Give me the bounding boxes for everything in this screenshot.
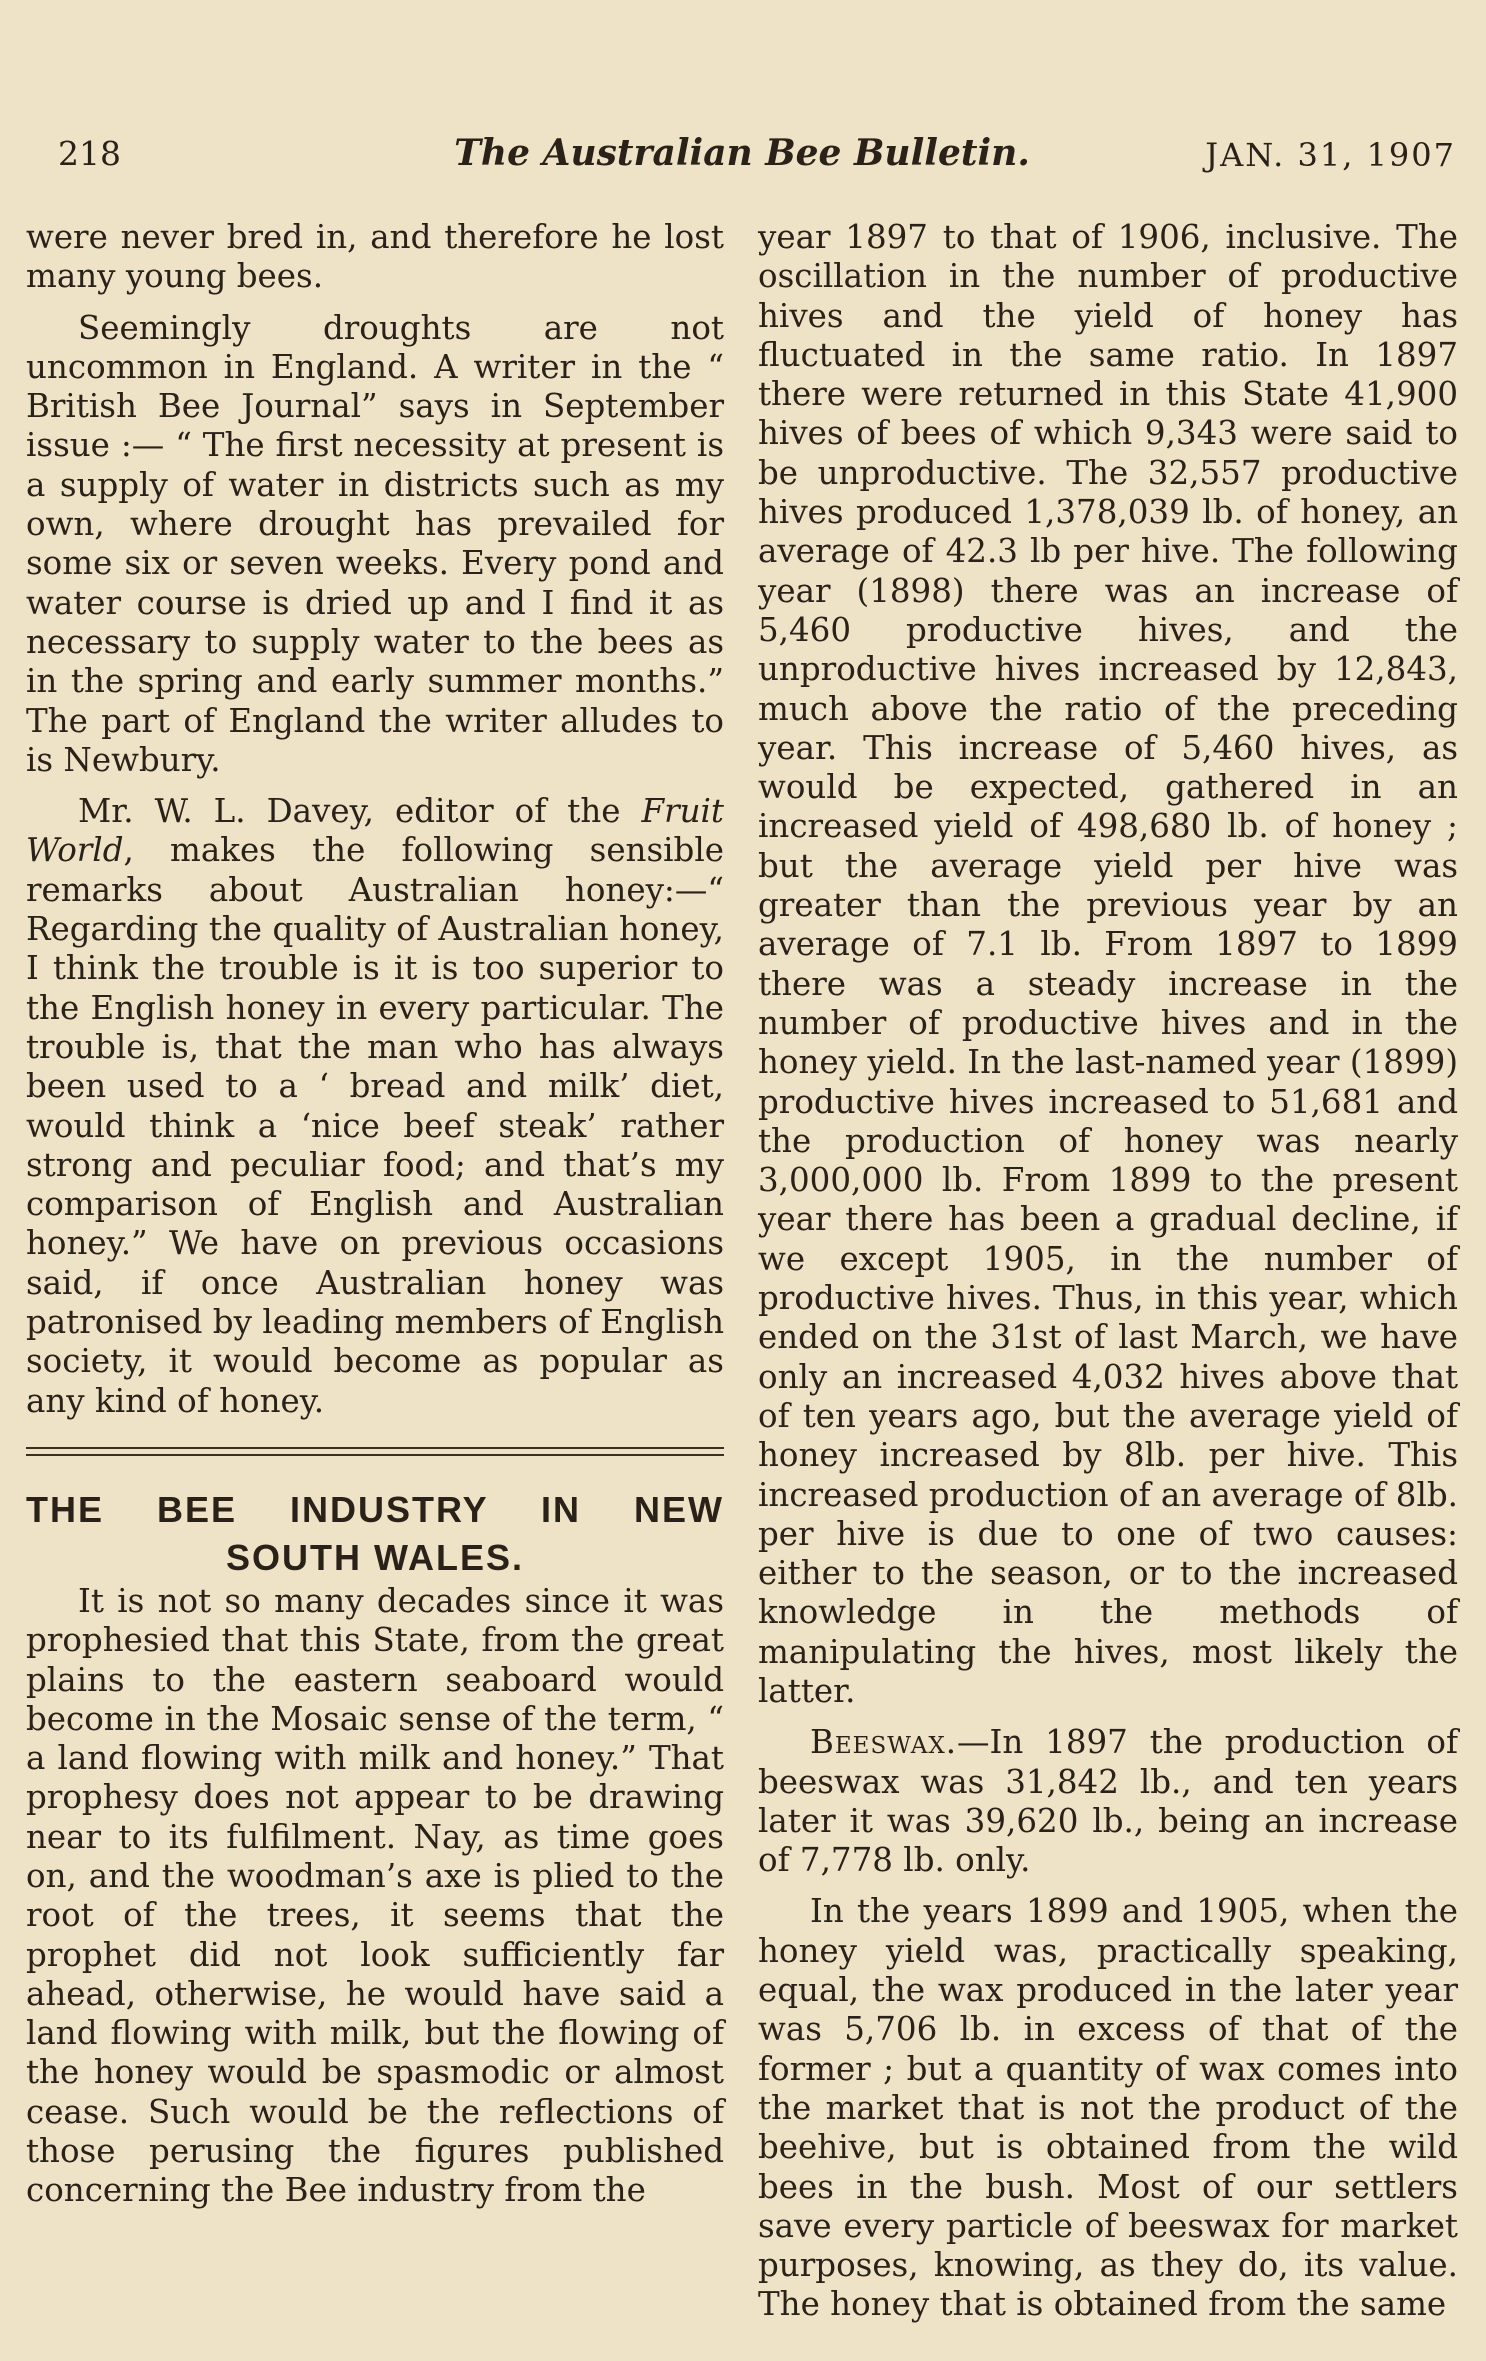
- beeswax-label: Beeswax.: [810, 1723, 958, 1762]
- fruit-world-title: Fruit World: [26, 792, 724, 870]
- left-column: [26, 218, 724, 2211]
- left-paragraph-3-start: Mr. W. L. Davey, editor of the: [78, 792, 642, 831]
- section-title: [26, 1486, 724, 1582]
- right-paragraph-3: In the years 1899 and 1905, when the honey yield was, practically speaking, equal, the wax produced in the later year was 5,706 lb. in excess of that of the former ; but a quantity of wax comes into the market that is not the product of the beehive, but is obtained from the wild bees in the bush. Most of our settlers save every particle of beeswax for market purposes, knowing, as they do, its value. The honey that is obtained from the same: [758, 1892, 1458, 2324]
- left-paragraph-2: Seemingly droughts are not uncommon in England. A writer in the “ British Bee Journal” says in September issue :— “ The first necessity at present is a supply of water in districts such as my own, where drought has prevailed for some six or seven weeks. Every pond and water course is dried up and I find it as necessary to supply water to the bees as in the spring and early summer months.” The part of England the writer alludes to is Newbury.: [26, 308, 724, 779]
- page-header: [28, 130, 1456, 190]
- right-paragraph-2-rest: —In 1897 the production of beeswax was 31,842 lb., and ten years later it was 39,620 lb., being an increase of 7,778 lb. only.: [758, 1723, 1458, 1880]
- section-divider: [26, 1447, 724, 1456]
- journal-title: The Australian Bee Bulletin.: [454, 132, 1030, 174]
- left-paragraph-1: were never bred in, and therefore he lost many young bees.: [26, 218, 724, 296]
- page-number: 218: [58, 134, 121, 173]
- right-paragraph-2: [758, 1723, 1458, 1880]
- section-title-line-1: THE BEE INDUSTRY IN NEW: [26, 1488, 724, 1530]
- section-paragraph-1: It is not so many decades since it was prophesied that this State, from the great plains to the eastern seaboard would become in the Mosaic sense of the term, “ a land flowing with milk and honey.” That prophesy does not appear to be drawing near to its fulfilment. Nay, as time goes on, and the woodman’s axe is plied to the root of the trees, it seems that the prophet did not look sufficiently far ahead, otherwise, he would have said a land flowing with milk, but the flowing of the honey would be spasmodic or almost cease. Such would be the reflections of those perusing the figures published concerning the Bee industry from the: [26, 1581, 724, 2210]
- left-paragraph-3-rest: , makes the following sensible remarks about Australian honey:—“ Regarding the quality of Australian honey, I think the trouble is it is too superior to the English honey in every particular. The trouble is, that the man who has always been used to a ‘ bread and milk’ diet, would think a ‘nice beef steak’ rather strong and peculiar food; and that’s my comparison of English and Australian honey.” We have on previous occasions said, if once Australian honey was patronised by leading members of English society, it would become as popular as any kind of honey.: [26, 831, 724, 1420]
- left-paragraph-3: [26, 792, 724, 1421]
- right-paragraph-1: year 1897 to that of 1906, inclusive. The oscillation in the number of productive hives and the yield of honey has fluctuated in the same ratio. In 1897 there were returned in this State 41,900 hives of bees of which 9,343 were said to be unproductive. The 32,557 productive hives produced 1,378,039 lb. of honey, an average of 42.3 lb per hive. The following year (1898) there was an increase of 5,460 productive hives, and the unproductive hives increased by 12,843, much above the ratio of the preceding year. This increase of 5,460 hives, as would be expected, gathered in an increased yield of 498,680 lb. of honey ; but the average yield per hive was greater than the previous year by an average of 7.1 lb. From 1897 to 1899 there was a steady increase in the number of productive hives and in the honey yield. In the last-named year (1899) productive hives increased to 51,681 and the production of honey was nearly 3,000,000 lb. From 1899 to the present year there has been a gradual decline, if we except 1905, in the number of productive hives. Thus, in this year, which ended on the 31st of last March, we have only an increased 4,032 hives above that of ten years ago, but the average yield of honey increased by 8lb. per hive. This increased production of an average of 8lb. per hive is due to one of two causes: either to the season, or to the increased knowledge in the methods of manipulating the hives, most likely the latter.: [758, 218, 1458, 1710]
- right-column: [758, 218, 1458, 2325]
- issue-date: JAN. 31, 1907: [1205, 136, 1456, 174]
- section-title-line-2: SOUTH WALES.: [225, 1536, 524, 1578]
